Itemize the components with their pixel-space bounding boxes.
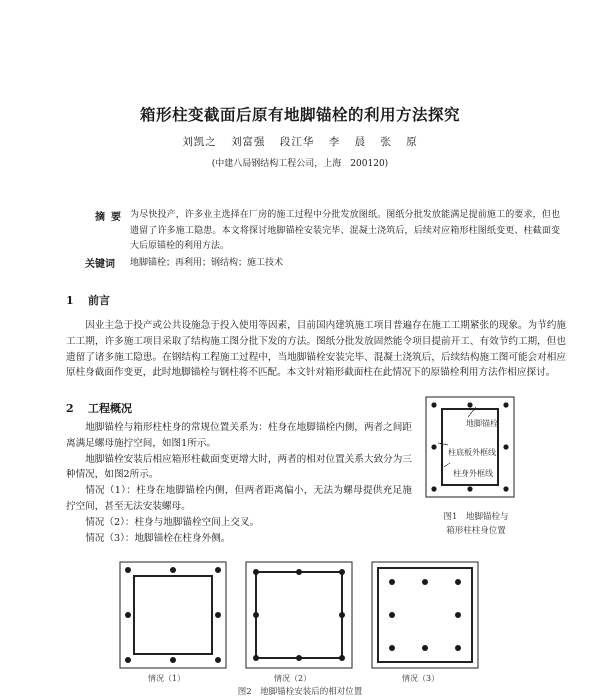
anchor-bolt <box>455 612 461 618</box>
anchor-bolt <box>215 567 221 573</box>
paragraph: 情况（1）：柱身在地脚锚栓内侧，但两者距离偏小，无法为螺母提供充足施拧空间，甚至无法安装螺母。 <box>66 485 412 512</box>
paper-title: 箱形柱变截面后原有地脚锚栓的利用方法探究 <box>139 105 460 124</box>
figure-1-caption <box>418 510 534 538</box>
anchor-bolt <box>215 657 221 663</box>
leader-line <box>444 463 450 467</box>
anchor-bolt <box>339 612 345 618</box>
paragraph: 地脚锚栓安装后相应箱形柱截面变更增大时，两者的相对位置关系大致分为三种情况，如图2所示。 <box>66 453 412 481</box>
affiliation: (中建八局钢结构工程公司，上海 200120) <box>211 159 389 169</box>
section-title: 前言 <box>88 294 110 307</box>
caption-line: 图1 地脚锚栓与 <box>443 512 509 522</box>
paragraph: 情况（2）：柱身与地脚锚栓空间上交叉。 <box>85 516 260 528</box>
keywords-text: 地脚锚栓；再利用；钢结构；施工技术 <box>130 258 284 268</box>
anchor-bolt <box>389 579 395 585</box>
author-list <box>0 134 600 149</box>
figure-2-case-3 <box>370 560 480 670</box>
section-1-heading <box>66 292 110 308</box>
author: 李 晨 <box>328 136 367 148</box>
anchor-bolt <box>431 486 436 491</box>
section-title: 工程概况 <box>88 402 132 415</box>
leader-line <box>438 443 448 445</box>
anchor-bolt <box>170 657 176 663</box>
label-column-body: 柱身外框线 <box>453 469 493 478</box>
anchor-bolt <box>339 655 345 661</box>
anchor-bolt <box>467 402 472 407</box>
keywords-label: 关键词 <box>85 259 115 270</box>
author: 刘凯之 <box>182 136 217 148</box>
anchor-bolt <box>125 612 131 618</box>
anchor-bolt <box>431 402 436 407</box>
anchor-bolt <box>253 612 259 618</box>
figure-2-case-1 <box>118 560 228 670</box>
abstract-label: 摘要 <box>95 212 127 223</box>
anchor-bolt <box>455 645 461 651</box>
paragraph: 地脚锚栓与箱形柱柱身的常规位置关系为：柱身在地脚锚栓内侧，两者之间距离满足螺母施拧空间，如图1所示。 <box>66 422 412 449</box>
anchor-bolt <box>253 655 259 661</box>
caption-line: 箱形柱柱身位置 <box>446 526 506 536</box>
section-2-heading <box>66 400 132 416</box>
abstract-text: 为尽快投产，许多业主选择在厂房的施工过程中分批发放图纸。图纸分批发放能满足提前施工的要求，但也遗留了许多施工隐患。本文将探讨地脚锚栓安装完毕、混凝土浇筑后，后续对应箱形柱图纸变更、柱截面变大后原锚栓的利用方法。 <box>130 210 560 251</box>
case-3-label: 情况（3） <box>402 674 440 683</box>
anchor-bolt <box>253 569 259 575</box>
column-body-outline <box>134 576 212 654</box>
figure-2-caption: 图2 地脚锚栓安装后的相对位置 <box>237 687 363 697</box>
anchor-bolt <box>170 567 176 573</box>
anchor-bolt <box>125 657 131 663</box>
base-plate-outline <box>120 562 226 668</box>
author: 段江华 <box>279 136 315 148</box>
paragraph: 情况（3）：地脚锚栓在柱身外侧。 <box>85 532 231 544</box>
anchor-bolt <box>296 569 302 575</box>
author: 张 原 <box>380 136 418 148</box>
anchor-bolt <box>215 612 221 618</box>
case-2-label: 情况（2） <box>274 674 312 683</box>
anchor-bolts <box>389 579 461 651</box>
anchor-bolts <box>253 569 345 661</box>
anchor-bolt <box>431 444 436 449</box>
anchor-bolt <box>467 486 472 491</box>
anchor-bolt <box>389 645 395 651</box>
label-base-plate: 柱底板外框线 <box>448 448 496 457</box>
column-body-outline <box>256 572 342 658</box>
label-anchor-bolt: 地脚锚栓 <box>466 419 498 428</box>
figure-2-case-2 <box>244 560 354 670</box>
anchor-bolts <box>125 567 221 663</box>
base-plate-outline <box>372 562 478 668</box>
section-2-body <box>66 420 412 546</box>
anchor-bolt <box>503 444 508 449</box>
section-1-body <box>66 318 566 381</box>
case-1-label: 情况（1） <box>148 674 186 683</box>
anchor-bolt <box>503 402 508 407</box>
paragraph: 因业主急于投产或公共设施急于投入使用等因素，目前国内建筑施工项目普遍存在施工工期紧张的现象。为节约施工工期，许多施工项目采取了结构施工图分批下发的方法。图纸分批发放固然能令项目提前开工、有效节约工期，但也遗留了诸多施工隐患。在钢结构工程施工过程中，当地脚锚栓安装完毕、混凝土浇筑后，后续结构施工图可能会对相应原柱身截面作变更，此时地脚锚栓与钢柱将不匹配。本文针对箱形截面柱在此情况下的原锚栓利用方法作相应探讨。 <box>66 320 566 379</box>
author: 刘富强 <box>231 136 266 148</box>
base-plate-outline <box>246 562 352 668</box>
anchor-bolt <box>296 655 302 661</box>
anchor-bolt <box>422 579 428 585</box>
anchor-bolt <box>339 569 345 575</box>
anchor-bolt <box>455 579 461 585</box>
section-number: 2 <box>66 402 74 415</box>
anchor-bolt <box>503 486 508 491</box>
section-number: 1 <box>66 294 74 307</box>
anchor-bolt <box>125 567 131 573</box>
anchor-bolt <box>422 645 428 651</box>
anchor-bolt <box>389 612 395 618</box>
